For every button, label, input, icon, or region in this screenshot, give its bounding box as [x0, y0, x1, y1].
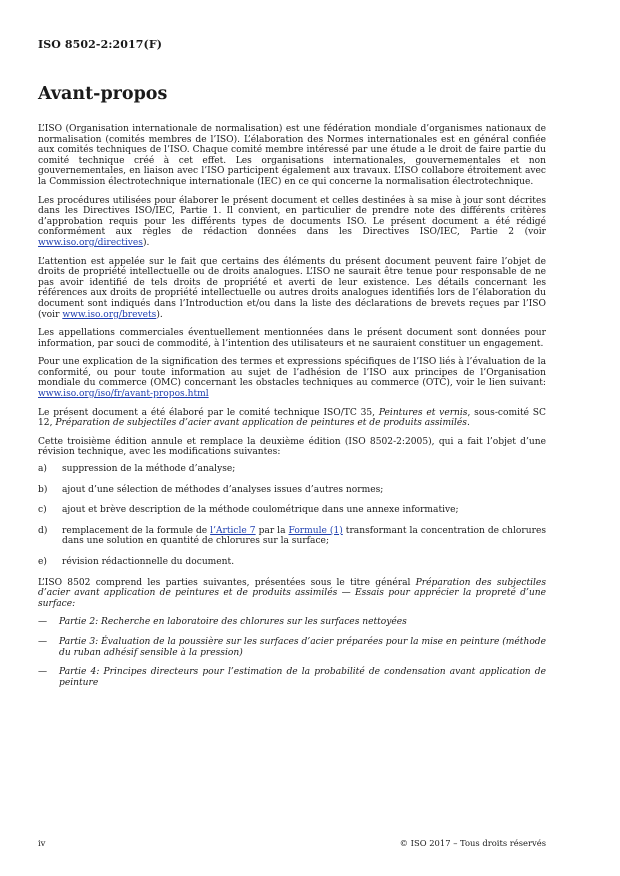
part-title: Partie 2: Recherche en laboratoire des chlorures sur les surfaces nettoyées — [59, 617, 407, 628]
paragraph-text: L’ISO 8502 comprend les parties suivantes, présentées sous le titre général — [38, 577, 416, 588]
paragraph-text: L’attention est appelée sur le fait que certains des éléments du présent document peuvent faire l’objet de droits de propriété intellectuelle ou de droits analogues. L’ISO ne saurait être tenue pour responsable de ne pas avoir identifié de tels droits de propriété et averti de leur existence. Les détails concernant les références aux droits de propriété intellectuelle ou autres droits analogues identifiés lors de l’élaboration du document sont indiqués dans l’Introduction et/ou dans la liste des déclarations de brevets reçues par l’ISO (voir — [38, 256, 546, 320]
list-label: c) — [38, 505, 47, 516]
list-text-part: remplacement de la formule de — [62, 525, 211, 536]
list-text: révision rédactionnelle du document. — [62, 557, 235, 567]
paragraph-text: . — [466, 418, 470, 429]
list-text: suppression de la méthode d’analyse; — [62, 464, 236, 475]
page-number: iv — [38, 838, 46, 848]
formula-1-link[interactable]: Formule (1) — [288, 525, 343, 536]
subcommittee-title: Préparation de subjectiles d’acier avant application de peintures et de produits assimilés — [55, 418, 467, 429]
patents-link[interactable]: www.iso.org/brevets — [62, 309, 157, 320]
section-title: Avant-propos — [38, 84, 168, 104]
dash-bullet: — — [38, 617, 48, 628]
part-title: Partie 4: Principes directeurs pour l’estimation de la probabilité de condensation avant application de peinture — [59, 667, 546, 688]
page-footer — [38, 838, 546, 848]
list-item — [38, 526, 546, 547]
paragraph-text: Le présent document a été élaboré par le comité technique ISO/TC 35, — [38, 407, 379, 418]
list-label: d) — [38, 525, 48, 536]
parts-list — [38, 617, 546, 688]
list-item — [38, 557, 546, 568]
list-item — [38, 637, 546, 658]
dash-bullet: — — [38, 667, 48, 678]
foreword-link[interactable]: www.iso.org/iso/fr/avant-propos.html — [38, 389, 209, 400]
paragraph-committee — [38, 408, 546, 429]
paragraph-parts — [38, 578, 546, 610]
article-7-link[interactable]: l’Article 7 — [210, 525, 256, 536]
paragraph-trade-names: Les appellations commerciales éventuellement mentionnées dans le présent document sont données pour information, par souci de commodité, à l’intention des utilisateurs et ne sauraient constituer un engagement. — [38, 328, 546, 349]
paragraph-edition: Cette troisième édition annule et remplace la deuxième édition (ISO 8502-2:2005), qui a fait l’objet d’une révision technique, avec les modifications suivantes: — [38, 436, 546, 458]
paragraph-text: ). — [142, 237, 150, 248]
series-title: Préparation des subjectiles d’acier avant application de peintures et de produits assimilés — Essais pour apprécier la propreté d’une surface: — [38, 577, 546, 609]
paragraph-procedures — [38, 196, 546, 249]
list-label: b) — [38, 484, 48, 495]
list-item — [38, 485, 546, 496]
paragraph-patents — [38, 257, 546, 321]
paragraph-text: Pour une explication de la signification des termes et expressions spécifiques de l’ISO liés à l’évaluation de la conformité, ou pour toute information au sujet de l’adhésion de l’ISO aux principes de l’Organisation mondiale du commerce (OMC) concernant les obstacles techniques au commerce (OTC), voir le lien suivant: — [38, 357, 546, 389]
list-text — [62, 526, 546, 547]
list-item — [38, 464, 546, 475]
paragraph-conformity — [38, 357, 546, 399]
list-text: ajout d’une sélection de méthodes d’analyses issues d’autres normes; — [62, 484, 384, 495]
changes-list — [38, 464, 546, 568]
paragraph-text: , sous-comité SC 12, — [38, 407, 546, 429]
directives-link[interactable]: www.iso.org/directives — [38, 237, 143, 248]
list-label: a) — [38, 464, 47, 475]
list-item — [38, 505, 546, 516]
committee-title: Peintures et vernis — [378, 407, 468, 418]
list-text: ajout et brève description de la méthode coulométrique dans une annexe informative; — [62, 505, 459, 516]
paragraph-text: Les procédures utilisées pour élaborer le présent document et celles destinées à sa mise à jour sont décrites dans les Directives ISO/IEC, Partie 1. Il convient, en particulier de prendre note des différents critères d’approbation requis pour les différents types de documents ISO. Le présent document a été rédigé conformément aux règles de rédaction données dans les Directives ISO/IEC, Partie 2 (voir — [38, 195, 546, 238]
copyright-notice: © ISO 2017 – Tous droits réservés — [399, 838, 546, 848]
paragraph-text: ). — [156, 309, 163, 320]
list-text-part: par la — [255, 525, 289, 536]
list-text-part: transformant la concentration de chlorures dans une solution en quantité de chlorures sur la surface; — [62, 525, 546, 547]
list-item — [38, 667, 546, 688]
list-item — [38, 617, 546, 628]
part-title: Partie 3: Évaluation de la poussière sur les surfaces d’acier préparées pour la mise en peinture (méthode du ruban adhésif sensible à la pression) — [59, 636, 546, 658]
paragraph-iso-intro: L’ISO (Organisation internationale de normalisation) est une fédération mondiale d’organismes nationaux de normalisation (comités membres de l’ISO). L’élaboration des Normes internationales est en général confiée aux comités techniques de l’ISO. Chaque comité membre intéressé par une étude a le droit de faire partie du comité technique créé à cet effet. Les organisations internationales, gouvernementales et non gouvernementales, en liaison avec l’ISO participent également aux travaux. L’ISO collabore étroitement avec la Commission électrotechnique internationale (IEC) en ce qui concerne la normalisation électrotechnique. — [38, 124, 546, 187]
dash-bullet: — — [38, 636, 48, 647]
document-body — [38, 124, 546, 697]
list-label: e) — [38, 557, 47, 567]
standard-identifier: ISO 8502-2:2017(F) — [38, 38, 163, 51]
